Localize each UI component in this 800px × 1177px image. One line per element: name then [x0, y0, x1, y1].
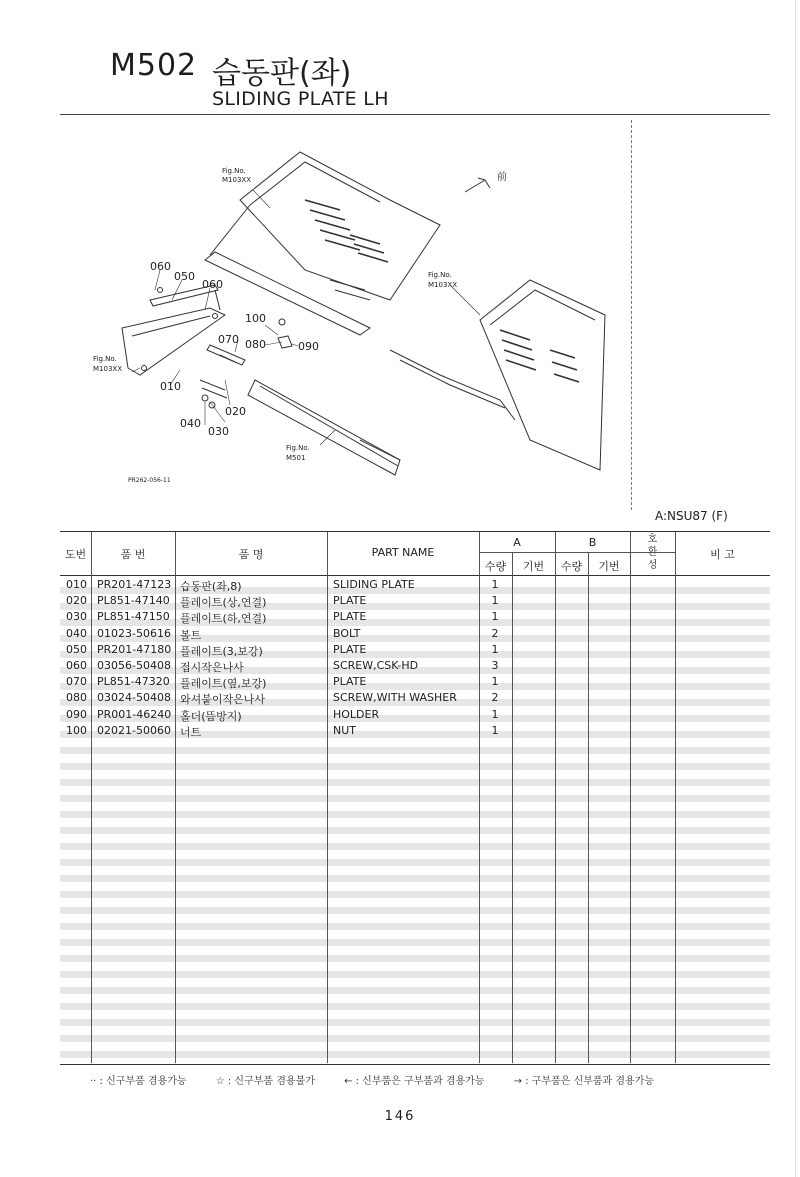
quantity-a-cell: 1 — [491, 723, 499, 737]
exploded-view-diagram — [60, 140, 620, 500]
part-name-cell: PLATE — [333, 610, 367, 624]
section-code: M502 — [110, 48, 198, 83]
row-shade-band — [60, 763, 770, 770]
quantity-a-cell: 1 — [491, 707, 499, 721]
quantity-a-cell: 2 — [491, 626, 499, 640]
fig-ref-right-label: Fig.No. — [428, 271, 452, 279]
header-subrule — [479, 552, 675, 553]
ref-number-cell: 080 — [66, 691, 87, 705]
header-remarks: 비 고 — [710, 548, 735, 561]
part-number-cell: PR201-47180 — [97, 642, 172, 656]
row-shade-band — [60, 1051, 770, 1058]
row-shade-band — [60, 859, 770, 866]
callout-030: 030 — [208, 425, 229, 438]
korean-name-cell: 접시작은나사 — [180, 661, 244, 674]
korean-name-cell: 볼트 — [180, 628, 202, 642]
part-number-cell: PL851-47320 — [97, 675, 170, 689]
fig-ref-top-code: M103XX — [222, 176, 251, 184]
header-part-no: 품 번 — [120, 548, 146, 561]
korean-name-cell: 플레이트(3,보강) — [180, 644, 263, 658]
row-shade-band — [60, 907, 770, 914]
table-row — [60, 723, 770, 739]
row-shade-band — [60, 987, 770, 994]
korean-name-cell: 와셔붙이작은나사 — [180, 693, 266, 707]
callout-100: 100 — [245, 312, 266, 325]
table-row — [60, 642, 770, 658]
page-number: 146 — [384, 1109, 416, 1124]
header-part-name: PART NAME — [371, 546, 435, 559]
header-base-a: 기번 — [522, 560, 545, 573]
korean-name-cell: 습동판(좌,8) — [180, 580, 242, 593]
fig-ref-right-code: M103XX — [428, 281, 457, 289]
part-name-cell: SCREW,WITH WASHER — [333, 691, 457, 705]
header-compat-1: 호 — [647, 534, 658, 545]
callout-020: 020 — [225, 405, 246, 418]
leader-lines — [132, 190, 480, 445]
row-shade-band — [60, 811, 770, 818]
header-sub-divider-b — [588, 552, 589, 575]
callout-060-a: 060 — [150, 260, 171, 273]
page-edge — [795, 0, 796, 1177]
front-label: 前 — [497, 172, 507, 183]
row-shade-band — [60, 1019, 770, 1026]
front-arrow — [465, 178, 490, 192]
korean-name-cell: 플레이트(하,연결) — [180, 612, 267, 626]
row-shade-band — [60, 795, 770, 802]
row-shade-band — [60, 923, 770, 930]
fig-ref-left-label: Fig.No. — [93, 355, 117, 363]
part-name-cell: PLATE — [333, 675, 367, 689]
callout-060-b: 060 — [202, 278, 223, 291]
fig-ref-bottom-code: M501 — [286, 454, 306, 462]
row-shade-band — [60, 779, 770, 786]
table-row — [60, 674, 770, 690]
legend-item: ·· : 신구부품 겸용가능 — [90, 1076, 187, 1087]
header-qty-a: 수량 — [484, 560, 507, 573]
quantity-a-cell: 1 — [491, 594, 499, 608]
fig-ref-left-code: M103XX — [93, 365, 122, 373]
part-number-cell: PL851-47140 — [97, 594, 170, 608]
part-name-cell: SCREW,CSK-HD — [333, 659, 419, 672]
header-compat-3: 성 — [647, 560, 658, 571]
part-name-cell: PLATE — [333, 642, 367, 656]
ref-number-cell: 090 — [66, 707, 87, 721]
part-name-cell: SLIDING PLATE — [333, 578, 415, 591]
korean-name-cell: 너트 — [180, 725, 202, 739]
header-qty-b: 수량 — [560, 560, 583, 573]
header-rule — [60, 114, 770, 115]
sliding-plate-part — [122, 285, 225, 375]
header-base-b: 기번 — [598, 560, 620, 573]
quantity-a-cell: 1 — [491, 675, 499, 689]
legend — [90, 1072, 680, 1087]
callout-010: 010 — [160, 380, 181, 393]
header-sub-divider-a — [512, 552, 513, 575]
part-number-cell: 03056-50408 — [97, 659, 171, 672]
quantity-a-cell: 3 — [491, 659, 499, 672]
section-title-korean: 습동판(좌) — [212, 56, 352, 91]
header-no: 도번 — [64, 548, 87, 561]
quantity-a-cell: 2 — [491, 691, 499, 705]
callout-040: 040 — [180, 417, 201, 430]
row-shade-band — [60, 1003, 770, 1010]
part-number-cell: PL851-47150 — [97, 610, 170, 624]
legend-item: ← : 신부품은 구부품과 겸용가능 — [344, 1076, 485, 1087]
part-number-cell: 03024-50408 — [97, 691, 171, 705]
part-number-cell: 02021-50060 — [97, 723, 171, 737]
part-name-cell: BOLT — [333, 626, 361, 640]
header-group-a: A — [513, 536, 521, 549]
row-shade-band — [60, 891, 770, 898]
drawing-code: PR262-056-11 — [128, 477, 171, 484]
quantity-a-cell: 1 — [491, 578, 499, 591]
table-row — [60, 707, 770, 723]
part-number-cell: 01023-50616 — [97, 626, 171, 640]
row-shade-band — [60, 747, 770, 754]
legend-item: ☆ : 신구부품 겸용불가 — [215, 1076, 315, 1087]
table-row — [60, 577, 770, 593]
quantity-a-cell: 1 — [491, 642, 499, 656]
header-name-kr: 품 명 — [238, 548, 264, 561]
callout-070: 070 — [218, 333, 239, 346]
fig-ref-top-label: Fig.No. — [222, 167, 246, 175]
korean-name-cell: 플레이트(옆,보강) — [180, 677, 267, 691]
table-row — [60, 690, 770, 706]
row-shade-band — [60, 843, 770, 850]
ref-number-cell: 060 — [66, 659, 87, 672]
part-number-cell: PR001-46240 — [97, 707, 172, 721]
ref-number-cell: 070 — [66, 675, 87, 689]
table-header — [60, 532, 770, 576]
part-name-cell: NUT — [333, 723, 356, 737]
frame-assembly-right — [390, 280, 605, 470]
quantity-a-cell: 1 — [491, 610, 499, 624]
table-row — [60, 609, 770, 625]
korean-name-cell: 플레이트(상,연결) — [180, 596, 267, 610]
section-title-english: SLIDING PLATE LH — [212, 88, 389, 110]
row-shade-band — [60, 971, 770, 978]
table-row — [60, 593, 770, 609]
ref-number-cell: 040 — [66, 626, 87, 640]
table-row — [60, 658, 770, 674]
row-shade-band — [60, 955, 770, 962]
callout-080: 080 — [245, 338, 266, 351]
row-shade-band — [60, 939, 770, 946]
table-row — [60, 626, 770, 642]
ref-number-cell: 050 — [66, 642, 87, 656]
callout-090: 090 — [298, 340, 319, 353]
part-name-cell: HOLDER — [333, 707, 380, 721]
part-number-cell: PR201-47123 — [97, 578, 172, 591]
legend-item: → : 구부품은 신부품과 겸용가능 — [513, 1076, 655, 1087]
parts-table — [60, 531, 770, 1065]
header-group-b: B — [588, 536, 597, 549]
ref-number-cell: 100 — [66, 723, 87, 737]
row-shade-band — [60, 827, 770, 834]
row-shade-band — [60, 1035, 770, 1042]
model-code: A:NSU87 (F) — [655, 509, 728, 523]
diagram-divider — [631, 120, 632, 510]
fig-ref-bottom-label: Fig.No. — [286, 444, 310, 452]
ref-number-cell: 020 — [66, 594, 87, 608]
ref-number-cell: 010 — [66, 578, 87, 591]
part-name-cell: PLATE — [333, 594, 367, 608]
callout-050: 050 — [174, 270, 195, 283]
korean-name-cell: 홀더(뜸방지) — [180, 709, 242, 723]
ref-number-cell: 030 — [66, 610, 87, 624]
row-shade-band — [60, 875, 770, 882]
guide-rail-part — [248, 380, 400, 475]
